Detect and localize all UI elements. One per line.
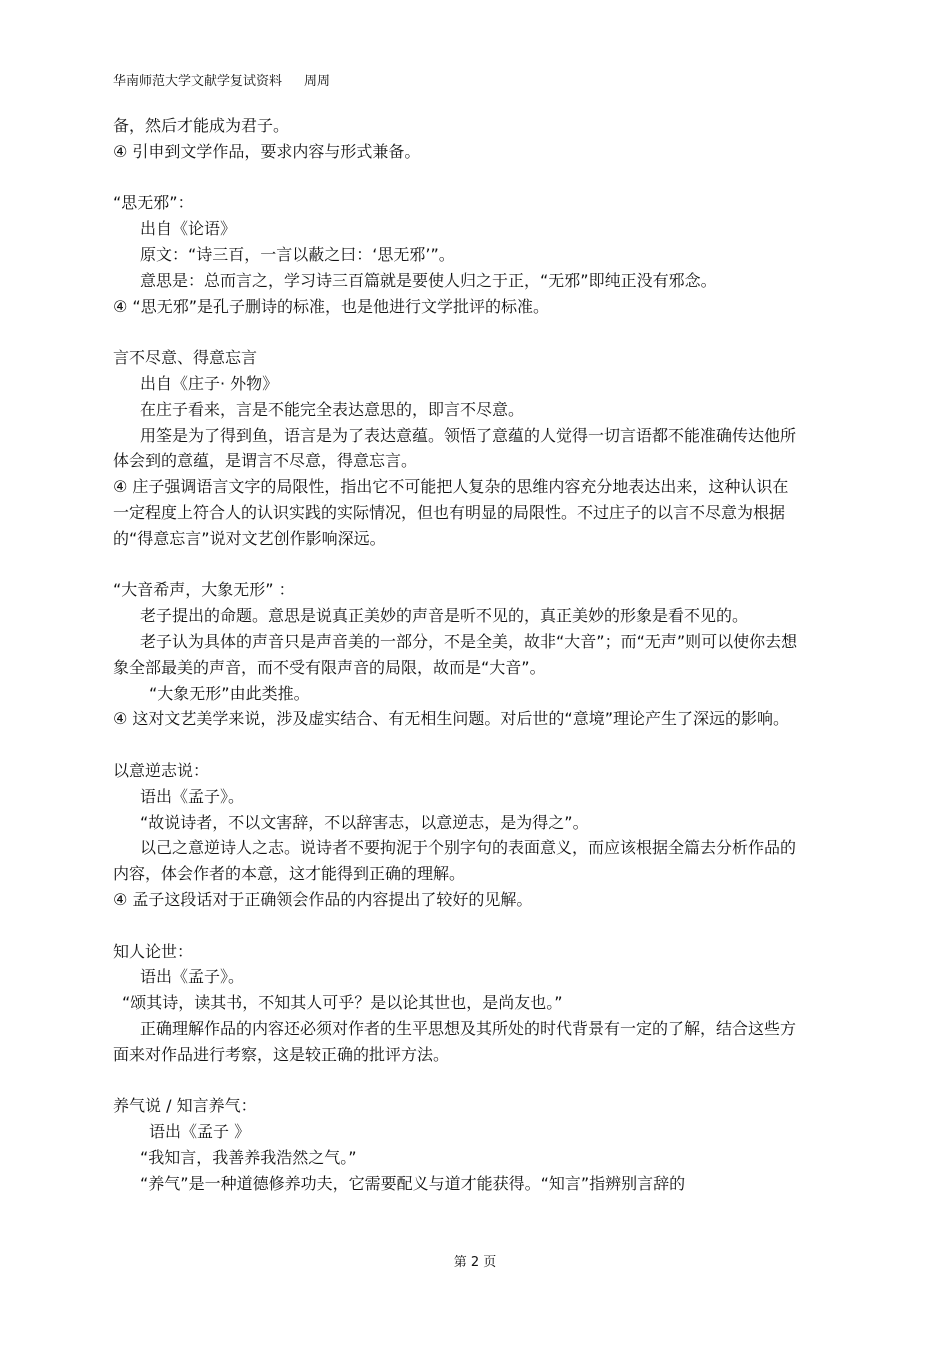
header-title: 华南师范大学文献学复试资料 bbox=[113, 74, 283, 89]
text-line: 出自《论语》 bbox=[140, 219, 237, 239]
section-heading: “大音希声，大象无形” ： bbox=[113, 580, 295, 600]
document-body bbox=[113, 113, 803, 1196]
section-heading: 以意逆志说： bbox=[113, 760, 210, 780]
text-line: 语出《孟子》。 bbox=[140, 786, 245, 806]
text-paragraph: 老子提出的命题。意思是说真正美妙的声音是听不见的，真正美妙的形象是看不见的。 bbox=[140, 606, 749, 626]
text-paragraph: 用筌是为了得到鱼，语言是为了表达意蕴。领悟了意蕴的人觉得一切言语都不能准确传达他所体会到的意蕴，是谓言不尽意，得意忘言。 bbox=[113, 425, 797, 471]
text-line: 意思是：总而言之，学习诗三百篇就是要使人归之于正，“无邪”即纯正没有邪念。 bbox=[140, 270, 717, 290]
text-line: “养气”是一种道德修养功夫，它需要配义与道才能获得。“知言”指辨别言辞的 bbox=[140, 1173, 686, 1193]
text-line: 在庄子看来，言是不能完全表达意思的，即言不尽意。 bbox=[140, 399, 525, 419]
text-paragraph: 老子认为具体的声音只是声音美的一部分，不是全美，故非“大音”；而“无声”则可以使你去想象全部最美的声音，而不受有限声音的局限，故而是“大音”。 bbox=[113, 631, 798, 677]
section-heading: 言不尽意、得意忘言 bbox=[113, 348, 258, 368]
section-heading: 知人论世： bbox=[113, 941, 194, 961]
text-line: ④ 引申到文学作品，要求内容与形式兼备。 bbox=[113, 141, 421, 161]
text-line: “故说诗者，不以文害辞，不以辞害志，以意逆志，是为得之”。 bbox=[140, 812, 589, 832]
text-paragraph: ④ 庄子强调语言文字的局限性，指出它不可能把人复杂的思维内容充分地表达出来，这种认识在一定程度上符合人的认识实践的实际情况，但也有明显的局限性。不过庄子的以言不尽意为根据的“得意忘言”说对文艺创作影响深远。 bbox=[113, 477, 789, 548]
section-heading: “思无邪”： bbox=[113, 193, 194, 213]
text-line: 出自《庄子· 外物》 bbox=[140, 373, 279, 393]
text-line: ④ 孟子这段话对于正确领会作品的内容提出了较好的见解。 bbox=[113, 889, 533, 909]
text-line: “颂其诗，读其书，不知其人可乎？是以论其世也，是尚友也。” bbox=[122, 993, 563, 1013]
text-paragraph: ④ 这对文艺美学来说，涉及虚实结合、有无相生问题。对后世的“意境”理论产生了深远的影响。 bbox=[113, 709, 790, 729]
text-line: “大象无形”由此类推。 bbox=[149, 683, 310, 703]
text-line: 备，然后才能成为君子。 bbox=[113, 116, 290, 135]
text-paragraph: 正确理解作品的内容还必须对作者的生平思想及其所处的时代背景有一定的了解，结合这些方面来对作品进行考察，这是较正确的批评方法。 bbox=[113, 1018, 797, 1064]
page-header bbox=[113, 70, 330, 89]
page-number: 第 2 页 bbox=[453, 1255, 497, 1270]
section-heading: 养气说 / 知言养气： bbox=[113, 1096, 257, 1116]
text-line: 原文：“诗三百，一言以蔽之曰：‘思无邪’”。 bbox=[140, 244, 455, 264]
text-line: 语出《孟子》。 bbox=[140, 967, 245, 987]
text-line: ④ “思无邪”是孔子删诗的标准，也是他进行文学批评的标准。 bbox=[113, 296, 550, 316]
text-line: “我知言，我善养我浩然之气。” bbox=[140, 1147, 357, 1167]
text-line: 语出《孟子 》 bbox=[149, 1122, 251, 1142]
header-author: 周周 bbox=[304, 74, 331, 89]
text-paragraph: 以己之意逆诗人之志。说诗者不要拘泥于个别字句的表面意义，而应该根据全篇去分析作品的内容，体会作者的本意，这才能得到正确的理解。 bbox=[113, 838, 797, 884]
